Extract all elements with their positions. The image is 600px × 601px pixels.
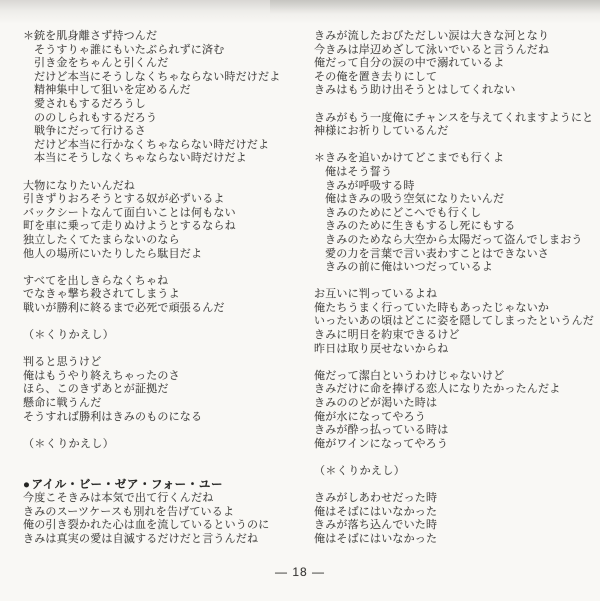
- lyric-line: きみが流したおびただしい涙は大きな河となり: [314, 30, 550, 42]
- lyric-line: きみに明日を約束できるけど: [314, 329, 460, 342]
- lyric-line: 俺はそばにはいなかった: [314, 532, 438, 545]
- lyric-line: きみのためにどこへでも行くし: [325, 206, 482, 219]
- lyric-line: きみのためなら大空から太陽だって盗んでしまおう: [325, 233, 583, 246]
- stanza: [314, 30, 598, 98]
- lyric-line: 俺がワインになってやろう: [314, 437, 449, 450]
- lyric-line: お互いに判っているよね: [314, 288, 438, 301]
- lyric-line: 戦いが勝利に終るまで必死で頑張るんだ: [23, 301, 225, 314]
- lyric-line: 町を車に乗って走りぬけようとするならね: [23, 220, 236, 233]
- lyric-line: 今度こそきみは本気で出て行くんだね: [23, 492, 214, 505]
- lyrics-column-right: [314, 30, 598, 560]
- page-number: — 18 —: [274, 565, 325, 579]
- lyric-line: 俺はもうやり終えちゃったのさ: [23, 369, 180, 382]
- lyric-line: ほら、このきずあとが証拠だ: [23, 383, 169, 396]
- lyric-line: 本当にそうしなくちゃならない時だけだよ: [34, 152, 247, 165]
- lyric-line: 引き金をちゃんと引くんだ: [34, 57, 169, 70]
- lyric-line: いったいあの頃はどこに姿を隠してしまったというんだ: [314, 315, 594, 328]
- lyric-line: 神様にお祈りしているんだ: [314, 125, 449, 138]
- lyric-line: 判ると思うけど: [23, 356, 102, 369]
- lyric-line: その俺を置き去りにして: [314, 70, 438, 83]
- stanza: [314, 288, 598, 356]
- lyric-line: 俺だって自分の涙の中で溺れているよ: [314, 57, 505, 70]
- lyric-line: きみがしあわせだった時: [314, 492, 438, 505]
- stanza: [23, 492, 303, 546]
- refrain-block: [314, 465, 598, 479]
- lyric-line: きみが落ち込んでいた時: [314, 519, 438, 532]
- lyric-line: 戦争にだって行けるさ: [34, 125, 146, 138]
- title-bullet-icon: ●: [23, 478, 31, 491]
- lyric-line: きみだけに命を捧げる恋人になりたかったんだよ: [314, 383, 561, 396]
- lyric-line: きみの前に俺はいつだっているよ: [325, 261, 493, 274]
- lyric-line: 昨日は取り戻せないからね: [314, 342, 449, 355]
- stanza: [23, 180, 303, 262]
- lyric-line: だけど本当にそうしなくちゃならない時だけだよ: [34, 70, 281, 83]
- lyric-line: すべてを出しきらなくちゃね: [23, 274, 169, 287]
- lyric-line: 銃を肌身離さず持つんだ: [34, 30, 158, 42]
- lyric-line: きみはもう助け出そうとはしてくれない: [314, 84, 516, 97]
- lyric-line: でなきゃ撃ち殺されてしまうよ: [23, 288, 180, 301]
- lyric-line: 大物になりたいんだね: [23, 179, 135, 192]
- lyric-line: きみがもう一度俺にチャンスを与えてくれますようにと: [314, 111, 594, 124]
- lyric-line: きみののどが渇いた時は: [314, 397, 438, 410]
- lyric-line: 独立したくてたまらないのなら: [23, 233, 180, 246]
- lyric-line: きみのために生きもするし死にもする: [325, 220, 516, 233]
- refrain-line: （＊くりかえし）: [314, 465, 406, 477]
- stanza: [23, 30, 303, 166]
- lyric-line: きみのスーツケースも別れを告げているよ: [23, 505, 235, 518]
- song-title-block: [23, 479, 303, 493]
- lyric-line: きみを追いかけてどこまでも行くよ: [325, 152, 505, 165]
- lyric-line: ののしられもするだろう: [34, 111, 158, 124]
- lyric-line: バックシートなんて面白いことは何もない: [23, 206, 236, 219]
- lyric-line: そうすりゃ誰にもいたぶられずに済む: [34, 43, 225, 56]
- lyric-line: きみは真実の愛は自滅するだけだと言うんだね: [23, 532, 259, 545]
- lyric-line: 俺たちうまく行っていた時もあったじゃないか: [314, 301, 550, 314]
- song-title-line: [23, 479, 303, 493]
- refrain-line: （＊くりかえし）: [23, 329, 115, 342]
- stanza: [23, 356, 303, 424]
- stanza: [314, 112, 598, 139]
- lyric-line: 愛されもするだろうし: [34, 97, 146, 110]
- lyric-line: きみが呼吸する時: [325, 179, 415, 192]
- stanza: [314, 370, 598, 452]
- lyric-line: 精神集中して狙いを定めるんだ: [34, 84, 191, 97]
- lyric-line: 懸命に戦うんだ: [23, 397, 102, 410]
- stanza: [314, 492, 598, 546]
- lyric-line: そうすれば勝利はきみのものになる: [23, 410, 203, 423]
- lyric-line: 俺はきみの吸う空気になりたいんだ: [325, 193, 505, 206]
- lyric-line: 俺はそばにはいなかった: [314, 505, 438, 518]
- stanza: [23, 275, 303, 316]
- lyric-line: 俺の引き裂かれた心は血を流しているというのに: [23, 519, 270, 532]
- lyric-line: 引きずりおろそうとする奴が必ずいるよ: [23, 193, 225, 206]
- scan-shadow: [0, 0, 600, 24]
- refrain-block: [23, 329, 303, 343]
- stanza-asterisk-marker: ＊: [23, 30, 34, 42]
- lyric-line: きみが酔っ払っている時は: [314, 424, 449, 437]
- refrain-line: （＊くりかえし）: [23, 437, 115, 450]
- lyric-line: だけど本当に行かなくちゃならない時だけだよ: [34, 138, 270, 151]
- stanza: [314, 152, 598, 274]
- refrain-block: [23, 438, 303, 452]
- lyric-line: 俺はそう誓う: [325, 165, 393, 178]
- lyric-line: 愛の力を言葉で言い表わすことはできないさ: [325, 247, 549, 260]
- song-title-text: アイル・ビー・ゼア・フォー・ユー: [31, 478, 224, 491]
- stanza-asterisk-marker: ＊: [314, 152, 325, 165]
- lyric-line: 他人の場所にいたりしたら駄目だよ: [23, 247, 203, 260]
- lyrics-column-left: [23, 30, 303, 560]
- lyric-line: 今きみは岸辺めざして泳いでいると言うんだね: [314, 43, 550, 56]
- lyric-line: 俺だって潔白というわけじゃないけど: [314, 369, 505, 382]
- lyric-line: 俺が水になってやろう: [314, 410, 426, 423]
